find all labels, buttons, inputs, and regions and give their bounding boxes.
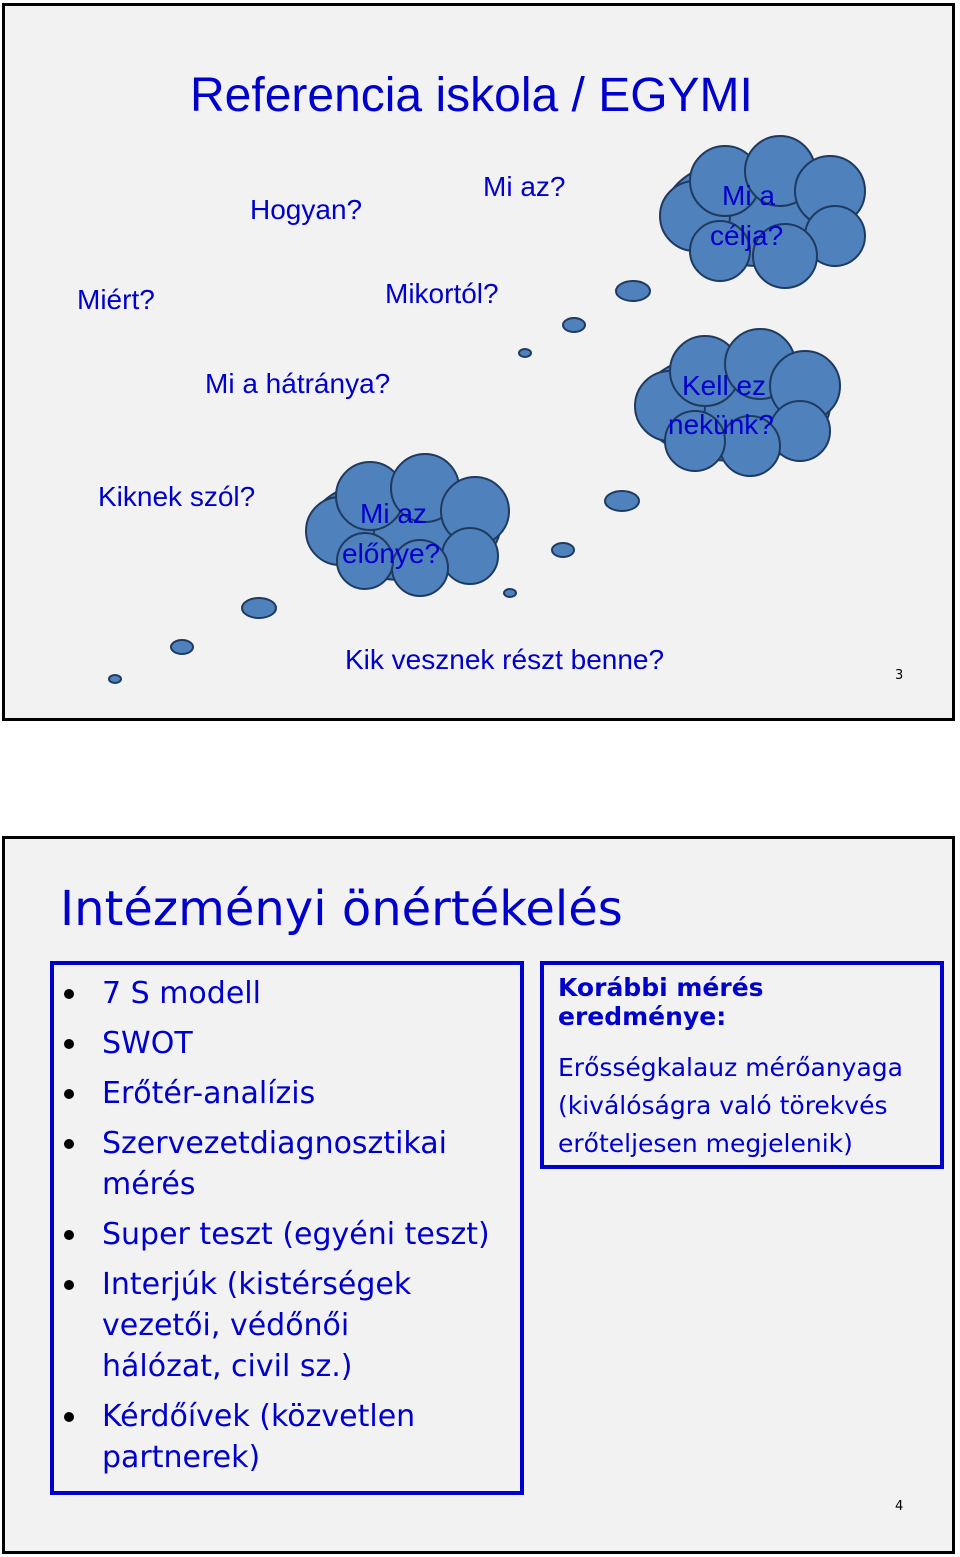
result-text: Erősségkalauz mérőanyaga (kiválóságra való törekvés erőteljesen megjelenik)	[558, 1053, 903, 1158]
cloud-kell-line2: nekünk?	[668, 409, 774, 440]
cloud-elonye-line1: Mi az	[360, 498, 427, 529]
list-item: Erőtér-analízis	[64, 1073, 512, 1114]
bullet-icon	[64, 1039, 74, 1049]
methods-box	[50, 961, 524, 1495]
cloud-celja-line2: célja?	[710, 220, 784, 251]
bullet-icon	[64, 1089, 74, 1099]
list-item: Kérdőívek (közvetlen partnerek)	[64, 1396, 432, 1478]
slide-3	[2, 3, 955, 721]
methods-list	[64, 973, 512, 1487]
slide-4	[2, 836, 955, 1554]
result-box	[540, 961, 944, 1169]
page-number: 4	[895, 1499, 904, 1514]
bullet-icon	[64, 1139, 74, 1149]
cloud-elonye-line2: előnye?	[342, 538, 441, 569]
cloud-celja	[660, 136, 865, 288]
list-item: SWOT	[64, 1023, 512, 1064]
list-item: Super teszt (egyéni teszt)	[64, 1214, 512, 1255]
slide-title: Intézményi önértékelés	[60, 881, 623, 937]
question-mikortol: Mikortól?	[385, 278, 499, 309]
list-item: 7 S modell	[64, 973, 512, 1014]
question-kik-vesznek: Kik vesznek részt benne?	[345, 644, 665, 675]
question-kiknek: Kiknek szól?	[98, 481, 256, 512]
question-mi-az: Mi az?	[483, 171, 566, 202]
bullet-icon	[64, 1412, 74, 1422]
cloud-kell	[635, 329, 840, 476]
page-number: 3	[895, 668, 904, 683]
bullet-icon	[64, 1230, 74, 1240]
slide-title: Referencia iskola / EGYMI	[190, 69, 753, 122]
bullet-icon	[64, 1280, 74, 1290]
question-miert: Miért?	[77, 284, 155, 315]
question-hogyan: Hogyan?	[250, 194, 363, 225]
result-heading: Korábbi mérés eredménye:	[558, 973, 764, 1031]
list-item: Szervezetdiagnosztikai mérés	[64, 1123, 432, 1205]
bullet-icon	[64, 989, 74, 999]
cloud-celja-line1: Mi a	[722, 180, 775, 211]
question-hatranya: Mi a hátránya?	[205, 368, 391, 399]
cloud-kell-line1: Kell ez	[682, 370, 767, 401]
list-item: Interjúk (kistérségek vezetői, védőnői hálózat, civil sz.)	[64, 1264, 472, 1387]
